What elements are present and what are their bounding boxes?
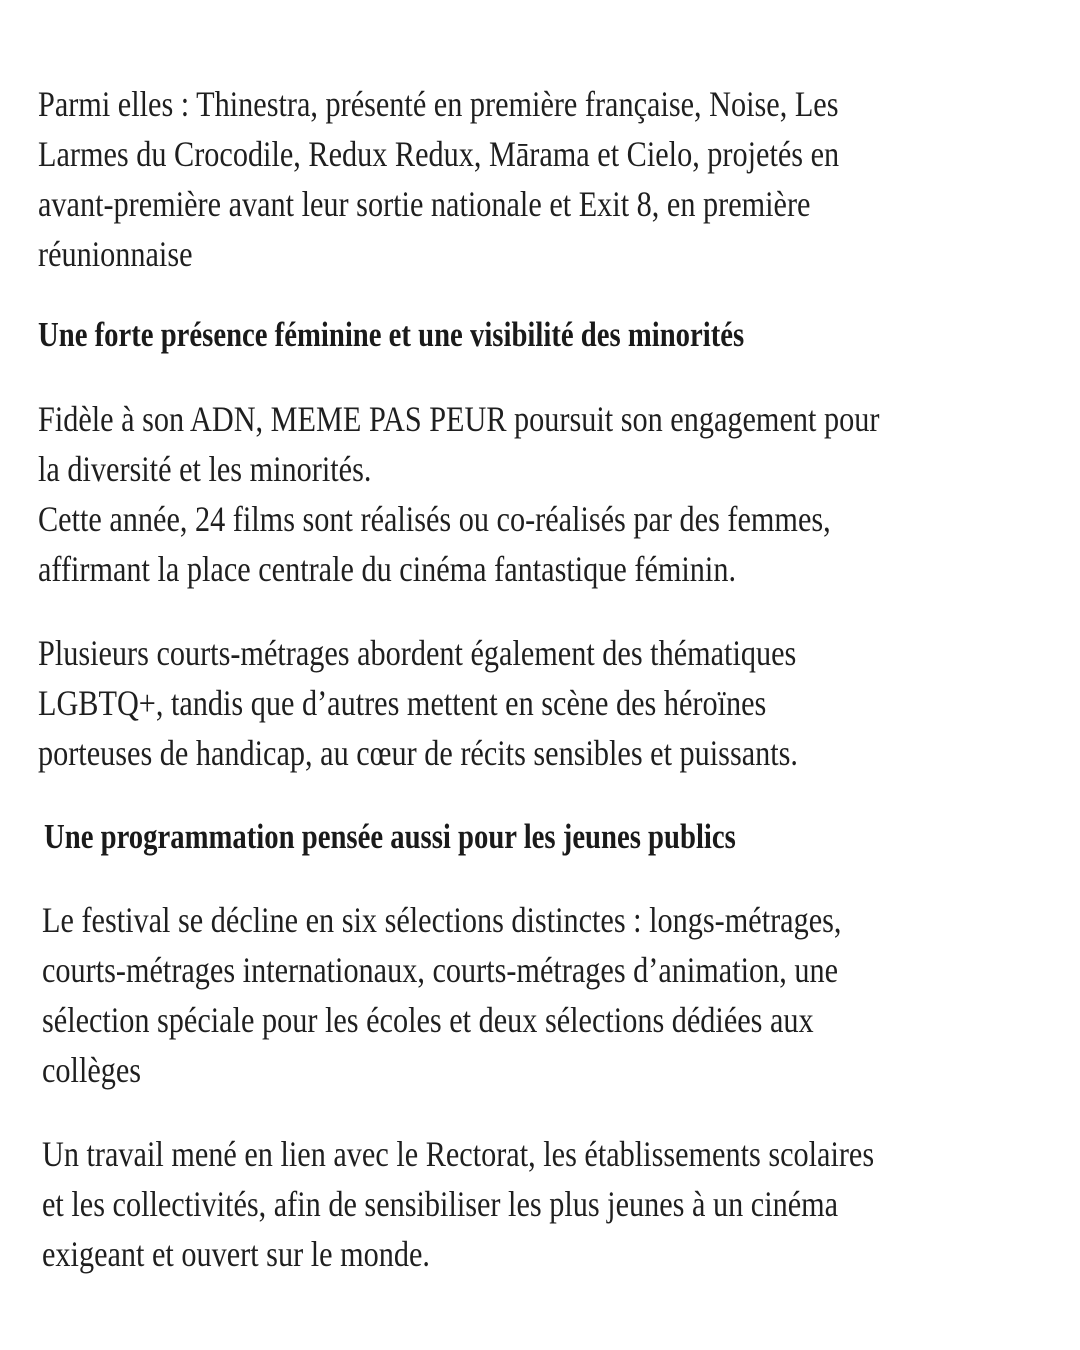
text-line: et les collectivités, afin de sensibiliser les plus jeunes à un cinéma — [42, 1184, 839, 1224]
section-heading-young-audiences — [44, 812, 888, 862]
text-line: Cette année, 24 films sont réalisés ou co-réalisés par des femmes, — [38, 499, 831, 539]
section-heading-feminine-presence — [38, 310, 899, 360]
text-line: porteuses de handicap, au cœur de récits sensibles et puissants. — [38, 733, 798, 773]
heading-text: Une forte présence féminine et une visibilité des minorités — [38, 315, 745, 354]
rectorat-paragraph — [42, 1129, 1033, 1279]
text-line: Parmi elles : Thinestra, présenté en première française, Noise, Les — [38, 84, 839, 124]
diversity-paragraph — [38, 394, 1040, 594]
text-line: exigeant et ouvert sur le monde. — [42, 1234, 430, 1274]
text-line: réunionnaise — [38, 234, 193, 274]
text-line: Larmes du Crocodile, Redux Redux, Mārama et Cielo, projetés en — [38, 134, 840, 174]
text-line: la diversité et les minorités. — [38, 449, 372, 489]
text-line: Le festival se décline en six sélections distinctes : longs-métrages, — [42, 900, 842, 940]
text-line: Fidèle à son ADN, MEME PAS PEUR poursuit son engagement pour — [38, 399, 880, 439]
lgbtq-paragraph — [38, 628, 943, 778]
heading-text: Une programmation pensée aussi pour les jeunes publics — [44, 817, 736, 856]
selections-paragraph — [42, 895, 994, 1095]
text-line: Plusieurs courts-métrages abordent également des thématiques — [38, 633, 797, 673]
text-line: collèges — [42, 1050, 142, 1090]
text-line: sélection spéciale pour les écoles et deux sélections dédiées aux — [42, 1000, 814, 1040]
intro-paragraph — [38, 79, 992, 279]
text-line: avant-première avant leur sortie nationale et Exit 8, en première — [38, 184, 811, 224]
text-line: affirmant la place centrale du cinéma fantastique féminin. — [38, 549, 737, 589]
text-line: courts-métrages internationaux, courts-métrages d’animation, une — [42, 950, 839, 990]
text-line: Un travail mené en lien avec le Rectorat, les établissements scolaires — [42, 1134, 875, 1174]
text-line: LGBTQ+, tandis que d’autres mettent en scène des héroïnes — [38, 683, 767, 723]
